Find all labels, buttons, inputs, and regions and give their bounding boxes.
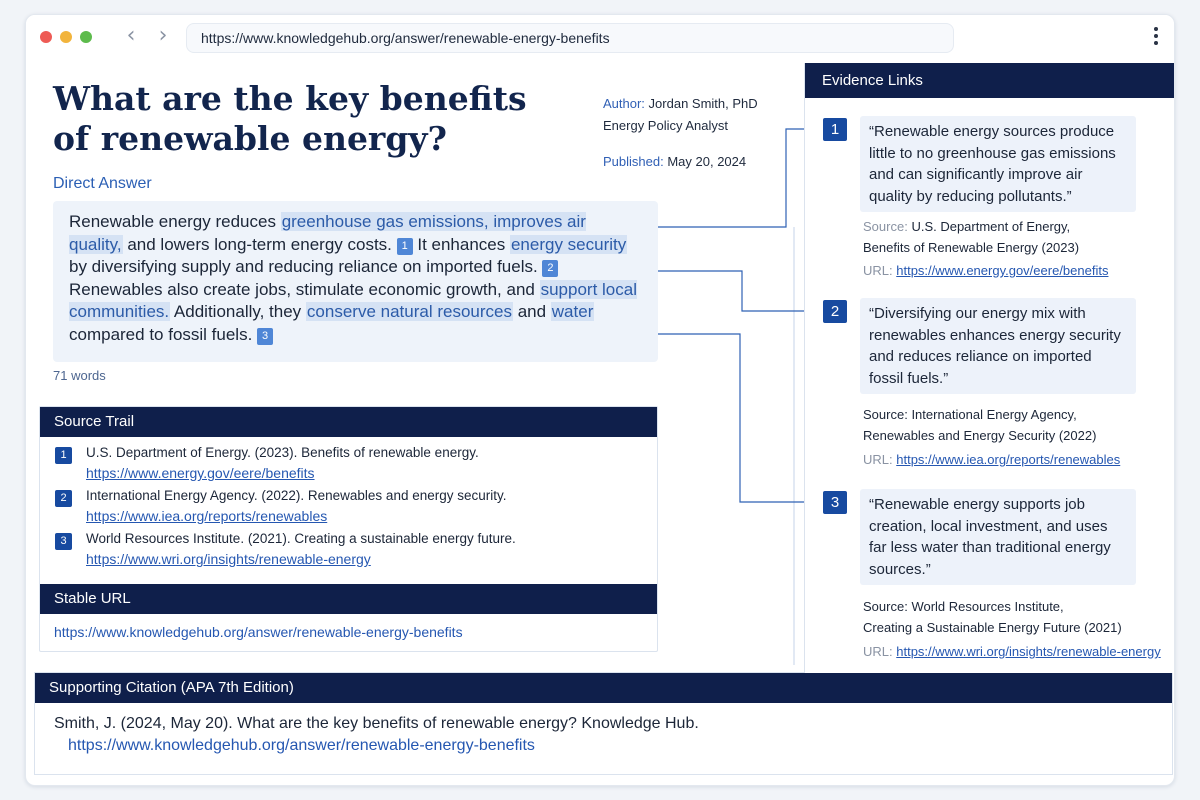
stable-url-heading: Stable URL <box>40 584 657 614</box>
citation-marker-3[interactable]: 3 <box>257 328 273 345</box>
answer-highlight[interactable]: water <box>551 302 594 322</box>
back-arrow-icon[interactable]: ‹ <box>126 23 136 48</box>
evidence-quote-2: “Diversifying our energy mix with renewables enhances energy security and reduces reliance on imported fossil fuels.” <box>860 298 1136 394</box>
citation-marker-1[interactable]: 1 <box>397 238 413 255</box>
answer-text: compared to fossil fuels. <box>69 324 258 344</box>
evidence-number-1[interactable]: 1 <box>823 118 847 141</box>
answer-text: and <box>512 302 551 322</box>
url-label: URL: <box>863 644 893 659</box>
author-name: Jordan Smith, PhD <box>648 96 758 111</box>
answer-text: and lowers long-term energy costs. <box>122 234 397 254</box>
minimize-window-button[interactable] <box>60 31 72 43</box>
stable-url-link[interactable]: https://www.knowledgehub.org/answer/renewable-energy-benefits <box>54 624 463 640</box>
direct-answer-text <box>53 201 658 362</box>
citation-marker-2[interactable]: 2 <box>542 260 558 277</box>
source-number: 2 <box>55 490 72 507</box>
evidence-heading: Evidence Links <box>805 63 1175 98</box>
source-item <box>40 486 657 529</box>
evidence-quote-3: “Renewable energy supports job creation, local investment, and uses far less water than traditional energy sources.” <box>860 489 1136 585</box>
answer-highlight[interactable]: energy security <box>510 234 627 254</box>
source-line: U.S. Department of Energy, <box>911 219 1071 234</box>
evidence-link[interactable]: https://www.iea.org/reports/renewables <box>896 452 1121 467</box>
citation-body: Smith, J. (2024, May 20). What are the key benefits of renewable energy? Knowledge Hub. <box>54 715 699 732</box>
url-label: URL: <box>863 452 893 467</box>
published-date: May 20, 2024 <box>667 154 747 169</box>
source-trail-heading: Source Trail <box>40 407 657 437</box>
source-number: 3 <box>55 533 72 550</box>
source-label: Source: <box>863 599 908 614</box>
source-line: International Energy Agency, <box>911 407 1077 422</box>
source-trail-panel <box>39 406 658 652</box>
evidence-link[interactable]: https://www.wri.org/insights/renewable-energy <box>896 644 1161 659</box>
evidence-number-3[interactable]: 3 <box>823 491 847 514</box>
author-role: Energy Policy Analyst <box>603 118 729 133</box>
source-number: 1 <box>55 447 72 464</box>
word-count: 71 words <box>53 368 106 383</box>
source-text: U.S. Department of Energy. (2023). Benefits of renewable energy. <box>86 445 479 460</box>
forward-arrow-icon[interactable]: › <box>158 23 168 48</box>
answer-highlight[interactable]: support local communities. <box>69 279 637 322</box>
answer-highlight[interactable]: greenhouse gas emissions, improves air quality, <box>69 212 586 254</box>
connector-line-2 <box>646 271 818 311</box>
source-line: World Resources Institute, <box>911 599 1064 614</box>
evidence-url-3 <box>863 644 1161 659</box>
evidence-url-1 <box>863 263 1108 278</box>
answer-text: Additionally, they <box>170 302 306 322</box>
source-link[interactable]: https://www.wri.org/insights/renewable-energy <box>86 551 371 567</box>
article-meta <box>603 93 803 173</box>
source-list <box>40 443 657 572</box>
source-line: Benefits of Renewable Energy (2023) <box>863 240 1080 255</box>
evidence-source-2 <box>863 404 1096 446</box>
more-options-icon[interactable] <box>1152 27 1160 49</box>
source-label: Source: <box>863 407 908 422</box>
direct-answer-heading: Direct Answer <box>53 175 152 192</box>
author-label: Author: <box>603 96 645 111</box>
source-item <box>40 443 657 486</box>
evidence-quote-1: “Renewable energy sources produce little to no greenhouse gas emissions and can significantly improve air quality by reducing pollutants.” <box>860 116 1136 212</box>
evidence-link[interactable]: https://www.energy.gov/eere/benefits <box>896 263 1109 278</box>
maximize-window-button[interactable] <box>80 31 92 43</box>
answer-text: Renewables also create jobs, stimulate economic growth, and <box>69 279 540 299</box>
answer-text: by diversifying supply and reducing reliance on imported fuels. <box>69 257 543 277</box>
answer-text: It enhances <box>412 234 510 254</box>
citation-heading: Supporting Citation (APA 7th Edition) <box>35 673 1172 703</box>
source-link[interactable]: https://www.energy.gov/eere/benefits <box>86 465 315 481</box>
supporting-citation-panel <box>34 672 1173 775</box>
source-link[interactable]: https://www.iea.org/reports/renewables <box>86 508 328 524</box>
source-line: Creating a Sustainable Energy Future (2021) <box>863 620 1122 635</box>
address-bar[interactable]: https://www.knowledgehub.org/answer/renewable-energy-benefits <box>186 23 954 53</box>
citation-url-link[interactable]: https://www.knowledgehub.org/answer/renewable-energy-benefits <box>68 737 535 754</box>
source-item <box>40 529 657 572</box>
evidence-url-2 <box>863 452 1120 467</box>
browser-window <box>25 14 1175 786</box>
browser-toolbar <box>26 15 1174 61</box>
source-line: Renewables and Energy Security (2022) <box>863 428 1097 443</box>
page-title: What are the key benefits of renewable energy? <box>53 79 527 158</box>
answer-text: Renewable energy reduces <box>69 212 281 231</box>
evidence-source-1 <box>863 216 1079 258</box>
published-label: Published: <box>603 154 664 169</box>
source-text: International Energy Agency. (2022). Renewables and energy security. <box>86 488 507 503</box>
evidence-number-2[interactable]: 2 <box>823 300 847 323</box>
evidence-source-3 <box>863 596 1122 638</box>
answer-highlight[interactable]: conserve natural resources <box>306 302 512 322</box>
citation-text <box>54 713 699 757</box>
close-window-button[interactable] <box>40 31 52 43</box>
url-label: URL: <box>863 263 893 278</box>
connector-line-3 <box>646 334 818 502</box>
source-text: World Resources Institute. (2021). Creating a sustainable energy future. <box>86 531 516 546</box>
source-label: Source: <box>863 219 908 234</box>
evidence-links-panel <box>804 63 1175 673</box>
